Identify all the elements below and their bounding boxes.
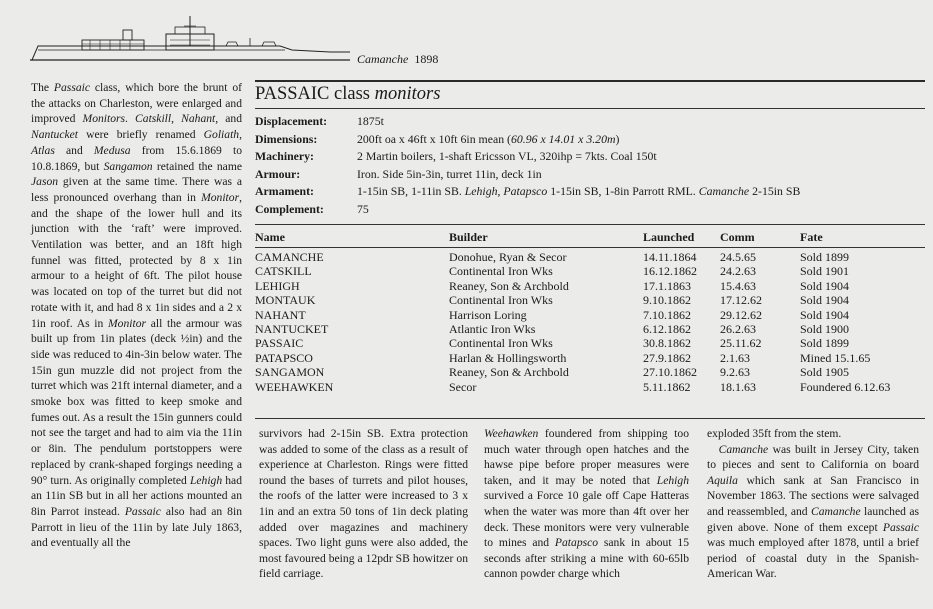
cell-fate: Sold 1904 [800,293,850,308]
cell-launched: 27.10.1862 [643,365,697,380]
italic-text: Passaic [124,504,161,518]
text-run: The [31,81,54,94]
spec-value [357,201,925,219]
text-run: survived a Force 10 gale off Cape Hatteras when the water was more than 4ft over her deck. These monitors were very vulnerable to mines and [484,489,689,550]
cell-fate: Sold 1900 [800,322,850,337]
cell-builder: Continental Iron Wks [449,336,553,351]
bottom-column-1 [259,426,468,582]
text-run: all the armour was built up from 1in plates (deck ½in) and the side was reduced to 4in-3in below water. The 15in gun muzzle did not project from the turret which was 21ft internal diameter, and a smoke box was fitted to keep smoke and fumes out. As a result the 15in gunners could not see the target and had to aim via the 11in or 8in. The pendulum portstoppers were replaced by crank-shaped forgings needing a 90° turn. As originally completed [31,316,243,487]
text-run: ) [615,131,620,146]
cell-comm: 2.1.63 [720,350,750,365]
text-run: foundered from shipping too much water through open hatches and the hawse pipe before proper measures were taken, and it may be noted that [484,427,689,487]
text-run: was built in Jersey City, taken to pieces and sent to California on board [707,442,919,472]
italic-text: Atlas [31,143,55,157]
text-run: , [239,128,242,142]
text-run: sank in about 15 seconds after striking a mine with 60-65lb cannon powder charge which [484,536,689,581]
header-comm: Comm [720,230,755,244]
text-run: exploded 35ft from the stem. [707,427,842,440]
spec-label: Armour: [255,166,301,181]
cell-comm: 24.2.63 [720,264,756,279]
cell-name: PATAPSCO [255,350,313,365]
table-row [255,351,925,365]
cell-fate: Sold 1904 [800,307,850,322]
spec-row [255,131,925,149]
caption-ship-name: Camanche [357,52,409,66]
cell-builder: Reaney, Son & Archbold [449,278,569,293]
cell-comm: 24.5.65 [720,250,756,264]
spec-label: Complement: [255,201,324,216]
italic-text: Passaic [882,520,919,534]
table-header-rule [255,247,925,248]
bottom-column-3 [707,426,919,582]
spec-label: Machinery: [255,149,314,163]
spec-value [357,148,925,166]
text-run: 1-15in SB, 1-8in Parrott RML. [547,184,699,198]
text-run: 2 Martin boilers, 1-shaft Ericsson VL, 320ihp = 7kts. Coal 150t [357,149,657,163]
italic-text: Lehigh [656,473,689,487]
table-row [255,293,925,307]
cell-fate: Sold 1905 [800,365,850,380]
table-row [255,380,925,394]
italic-text: Camanche [811,504,861,518]
cell-name: PASSAIC [255,336,304,351]
paragraph [707,426,919,442]
table-row [255,365,925,379]
cell-name: NAHANT [255,307,306,322]
cell-comm: 29.12.62 [720,307,762,322]
text-run: launched as given above. None of them except [707,504,919,534]
cell-launched: 27.9.1862 [643,350,691,365]
cell-builder: Harlan & Hollingsworth [449,350,567,365]
cell-name: SANGAMON [255,365,325,380]
spec-row [255,183,925,201]
text-run: and [54,143,94,157]
ships-table [255,228,925,394]
italic-text: Passaic [53,81,90,94]
cell-name: CATSKILL [255,264,312,279]
bottom-column-2 [484,426,689,582]
cell-launched: 9.10.1862 [643,293,691,308]
caption-year-value: 1898 [414,52,439,66]
italic-text: Monitor [108,316,147,330]
text-run: 200ft oa x 46ft x 10ft 6in mean ( [357,131,511,146]
spec-value [357,131,925,149]
class-title-main: PASSAIC class [255,84,375,104]
cell-fate: Sold 1901 [800,264,850,279]
class-title [255,84,440,105]
spec-row [255,113,925,131]
italic-text: Camanche [718,442,769,456]
left-narrative-column [31,80,242,551]
header-fate: Fate [800,230,823,244]
italic-text: Aquila [707,473,738,487]
italic-text: Patapsco [554,536,599,550]
text-run: , [171,112,182,126]
text-run: class, which bore the brunt of the attacks on Charleston, were enlarged and improved [31,81,242,126]
italic-text: Lehigh [189,473,223,487]
table-bottom-rule [255,418,925,419]
cell-builder: Atlantic Iron Wks [449,322,536,337]
text-run: given at the same time. There was a less pronounced overhang than in [31,175,242,204]
cell-launched: 6.12.1862 [643,322,691,337]
text-run [707,443,719,456]
spec-row [255,148,925,166]
table-row [255,250,925,264]
text-run: from 15.6.1869 to 10.8.1869, but [31,143,242,173]
cell-launched: 7.10.1862 [643,307,691,322]
spec-label: Armament: [255,184,314,198]
title-rule [255,108,925,109]
cell-comm: 9.2.63 [720,365,750,380]
table-row [255,322,925,336]
box-top-rule [255,80,925,82]
text-run: which sank at San Francisco in November 1863. The sections were salvaged and reassembled, and [707,473,919,518]
cell-builder: Harrison Loring [449,307,527,322]
paragraph [484,426,689,582]
text-run: had an 11in SB but in all her actions mounted an 8in Parrot instead. [31,473,242,518]
paragraph [31,80,242,551]
text-run: 75 [357,201,369,216]
cell-name: NANTUCKET [255,322,329,337]
text-run: , [497,184,504,198]
italic-text: Nantucket [31,128,79,142]
spec-row [255,201,925,219]
cell-comm: 15.4.63 [720,278,756,293]
spec-row [255,166,925,184]
text-run: 1-15in SB, 1-11in SB. [357,184,465,198]
cell-builder: Reaney, Son & Archbold [449,365,569,380]
text-run: 1875t [357,114,384,128]
table-row [255,336,925,350]
paragraph [707,442,919,582]
italic-text: Catskill [135,112,172,126]
cell-launched: 16.12.1862 [643,264,697,279]
cell-fate: Sold 1899 [800,336,850,351]
spec-value [357,166,925,184]
text-run: survivors had 2-15in SB. Extra protection was added to some of the class as a result of experience at Charleston. Rings were fitted round the bases of turrets and pilot houses, the roofs of the latter were increased to 3 x 1in and an extra 50 tons of 1in deck plating added over magazines and machinery spaces. Two light guns were also added, the most favoured being a 12pdr SB howitzer on field carriage. [259,427,468,581]
specifications-list [255,113,925,218]
paragraph [259,426,468,582]
cell-fate: Sold 1899 [800,250,850,264]
italic-text: Sangamon [103,159,153,173]
cell-fate: Sold 1904 [800,278,850,293]
table-row [255,308,925,322]
cell-name: LEHIGH [255,278,300,293]
italic-text: Patapsco [503,184,548,198]
italic-text: Medusa [93,143,131,157]
cell-comm: 18.1.63 [720,379,756,394]
table-header [255,228,925,247]
cell-launched: 17.1.1863 [643,278,691,293]
spec-value [357,183,925,201]
specs-rule [255,224,925,225]
italic-text: Camanche [698,184,750,198]
text-run: , and [215,112,243,126]
cell-builder: Continental Iron Wks [449,264,553,279]
cell-comm: 17.12.62 [720,293,762,308]
text-run: , and the shape of the lower hull and its junction with the ‘raft’ were improved. Ventilation was better, and an 18ft high funnel was fitted, protected by 8 x 1in armour to a height of 6ft. The pilot house was located on top of the turret but did not rotate with it, and had 8 x 1in sides and a 2 x 1in roof. As in [31,190,242,330]
class-title-italic: monitors [374,84,441,104]
cell-launched: 14.11.1864 [643,250,697,264]
italic-text: Goliath [203,128,240,142]
cell-name: CAMANCHE [255,250,324,264]
table-row [255,264,925,278]
figure-caption [357,52,438,67]
cell-builder: Secor [449,379,477,394]
text-run: retained the name [152,159,242,173]
cell-fate: Mined 15.1.65 [800,350,871,365]
text-run: . [125,112,136,126]
header-launched: Launched [643,230,695,244]
header-builder: Builder [449,230,488,244]
cell-builder: Donohue, Ryan & Secor [449,250,567,264]
italic-text: Nahant [181,112,216,126]
text-run: 2-15in SB [749,184,801,198]
italic-text: Monitor [201,190,240,204]
cell-name: WEEHAWKEN [255,379,334,394]
text-run: were briefly renamed [78,128,204,142]
text-run: was much employed after 1878, until a brief period of coastal duty in the Spanish-American War. [707,536,919,581]
text-run: Iron. Side 5in-3in, turret 11in, deck 1in [357,166,542,181]
cell-comm: 26.2.63 [720,322,756,337]
ship-profile-drawing [30,16,350,66]
cell-builder: Continental Iron Wks [449,293,553,308]
spec-value [357,113,925,131]
cell-launched: 5.11.1862 [643,379,691,394]
cell-fate: Foundered 6.12.63 [800,379,891,394]
spec-label: Dimensions: [255,131,318,146]
table-row [255,279,925,293]
italic-text: Monitors [82,112,126,126]
cell-launched: 30.8.1862 [643,336,691,351]
italic-text: Weehawken [484,427,539,440]
text-run: also had an 8in Parrott in lieu of the 11in by late July 1863, and eventually all the [31,504,242,550]
italic-text: Lehigh [464,184,498,198]
spec-label: Displacement: [255,114,328,128]
cell-comm: 25.11.62 [720,336,762,351]
italic-text: 60.96 x 14.01 x 3.20m [510,131,616,146]
table-body [255,250,925,394]
header-name: Name [255,230,285,244]
italic-text: Jason [31,175,59,189]
cell-name: MONTAUK [255,293,316,308]
